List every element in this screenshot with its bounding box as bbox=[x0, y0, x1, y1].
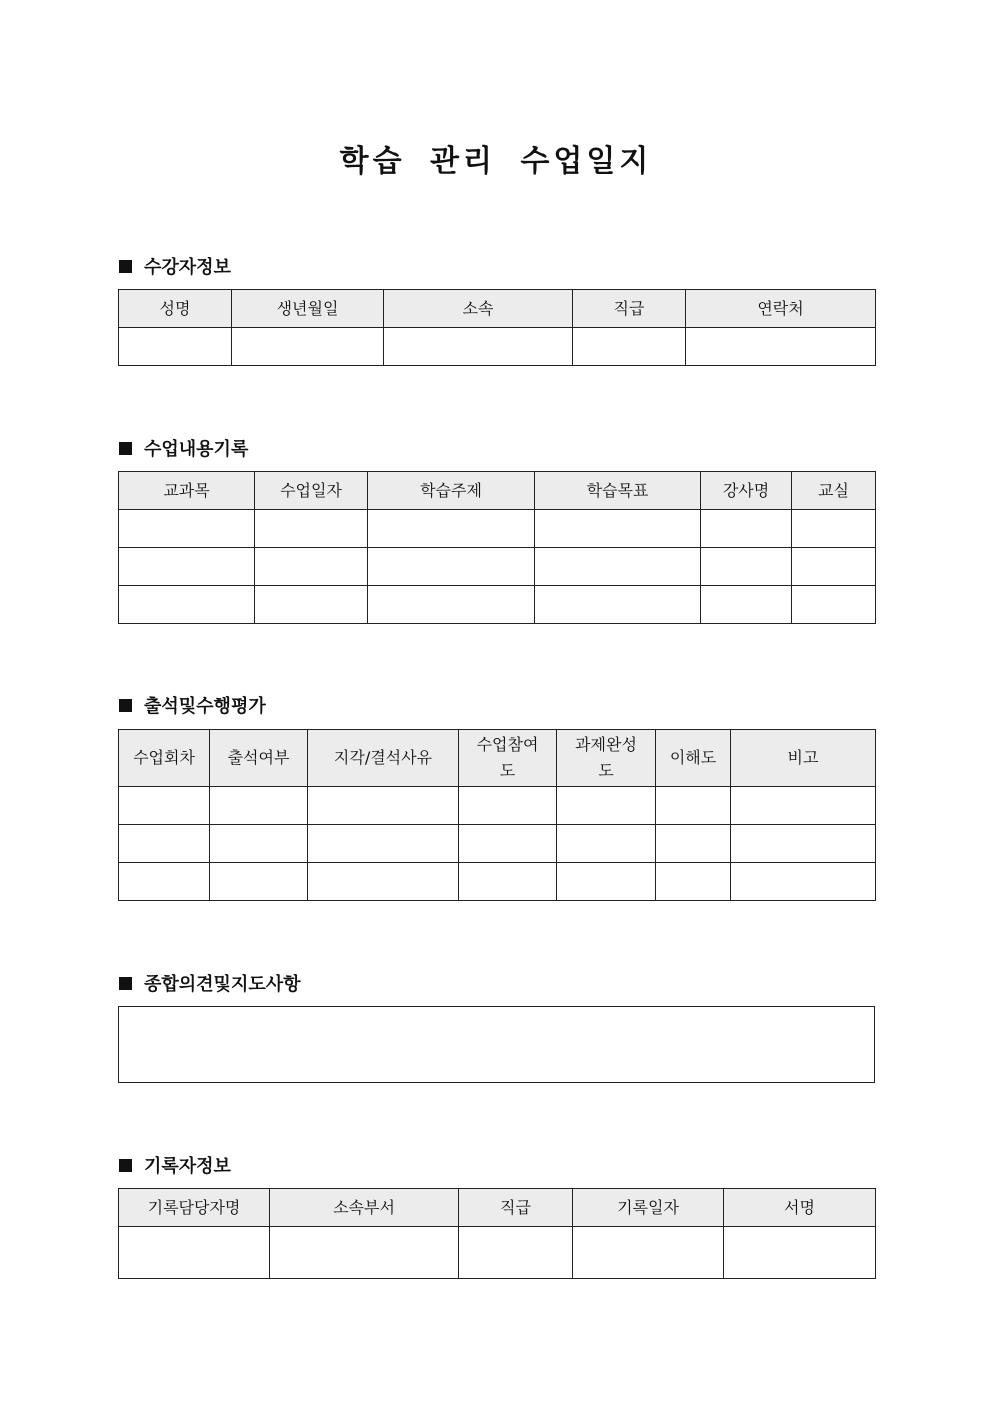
input-cell[interactable] bbox=[119, 586, 255, 624]
input-cell[interactable] bbox=[731, 825, 876, 863]
input-cell[interactable] bbox=[255, 586, 368, 624]
header-position: 직급 bbox=[573, 290, 686, 328]
header-session: 수업회차 bbox=[119, 730, 210, 787]
section-title: 수강자정보 bbox=[144, 257, 231, 278]
header-position: 직급 bbox=[459, 1189, 573, 1227]
input-cell[interactable] bbox=[119, 825, 210, 863]
input-cell[interactable] bbox=[557, 787, 656, 825]
input-cell[interactable] bbox=[701, 586, 792, 624]
input-cell[interactable] bbox=[686, 328, 876, 366]
input-cell[interactable] bbox=[557, 825, 656, 863]
header-record-date: 기록일자 bbox=[573, 1189, 724, 1227]
header-remarks: 비고 bbox=[731, 730, 876, 787]
input-cell[interactable] bbox=[701, 548, 792, 586]
input-cell[interactable] bbox=[308, 825, 459, 863]
input-cell[interactable] bbox=[573, 1227, 724, 1279]
table-row bbox=[119, 825, 876, 863]
header-attendance: 출석여부 bbox=[210, 730, 308, 787]
lesson-record-table bbox=[118, 471, 876, 624]
input-cell[interactable] bbox=[459, 787, 557, 825]
header-absence-reason: 지각/결석사유 bbox=[308, 730, 459, 787]
input-cell[interactable] bbox=[656, 787, 731, 825]
input-cell[interactable] bbox=[792, 586, 876, 624]
section-title: 출석및수행평가 bbox=[144, 696, 266, 717]
input-cell[interactable] bbox=[792, 510, 876, 548]
header-row bbox=[119, 1189, 876, 1227]
header-goal: 학습목표 bbox=[535, 472, 701, 510]
input-cell[interactable] bbox=[232, 328, 384, 366]
header-signature: 서명 bbox=[724, 1189, 876, 1227]
square-bullet-icon bbox=[119, 260, 132, 273]
input-cell[interactable] bbox=[255, 548, 368, 586]
header-contact: 연락처 bbox=[686, 290, 876, 328]
input-cell[interactable] bbox=[308, 863, 459, 901]
input-cell[interactable] bbox=[535, 548, 701, 586]
student-info-table bbox=[118, 289, 876, 366]
input-cell[interactable] bbox=[119, 548, 255, 586]
header-row bbox=[119, 290, 876, 328]
header-row bbox=[119, 472, 876, 510]
table-row bbox=[119, 586, 876, 624]
page-title: 학습 관리 수업일지 bbox=[339, 144, 653, 179]
input-cell[interactable] bbox=[119, 863, 210, 901]
square-bullet-icon bbox=[119, 977, 132, 990]
input-cell[interactable] bbox=[792, 548, 876, 586]
table-row bbox=[119, 510, 876, 548]
input-cell[interactable] bbox=[119, 328, 232, 366]
input-cell[interactable] bbox=[119, 1227, 270, 1279]
input-cell[interactable] bbox=[656, 825, 731, 863]
input-cell[interactable] bbox=[119, 787, 210, 825]
input-cell[interactable] bbox=[210, 787, 308, 825]
input-cell[interactable] bbox=[308, 787, 459, 825]
input-cell[interactable] bbox=[255, 510, 368, 548]
header-assignment: 과제완성도 bbox=[557, 730, 656, 787]
header-understanding: 이해도 bbox=[656, 730, 731, 787]
signature-cell[interactable] bbox=[724, 1227, 876, 1279]
input-cell[interactable] bbox=[210, 825, 308, 863]
header-birthdate: 생년월일 bbox=[232, 290, 384, 328]
header-department: 소속부서 bbox=[270, 1189, 459, 1227]
input-cell[interactable] bbox=[270, 1227, 459, 1279]
input-cell[interactable] bbox=[573, 328, 686, 366]
input-cell[interactable] bbox=[368, 548, 535, 586]
section-title: 종합의견및지도사항 bbox=[144, 974, 301, 995]
input-cell[interactable] bbox=[210, 863, 308, 901]
input-cell[interactable] bbox=[731, 787, 876, 825]
section-heading-lesson bbox=[119, 435, 248, 461]
header-participation: 수업참여도 bbox=[459, 730, 557, 787]
section-heading-attendance bbox=[119, 692, 266, 718]
input-cell[interactable] bbox=[731, 863, 876, 901]
input-cell[interactable] bbox=[535, 586, 701, 624]
square-bullet-icon bbox=[119, 442, 132, 455]
section-title: 수업내용기록 bbox=[144, 439, 249, 460]
header-subject: 교과목 bbox=[119, 472, 255, 510]
input-cell[interactable] bbox=[459, 1227, 573, 1279]
opinion-textbox[interactable] bbox=[118, 1006, 875, 1083]
table-row bbox=[119, 328, 876, 366]
input-cell[interactable] bbox=[656, 863, 731, 901]
input-cell[interactable] bbox=[459, 863, 557, 901]
header-lesson-date: 수업일자 bbox=[255, 472, 368, 510]
table-row bbox=[119, 863, 876, 901]
section-heading-recorder bbox=[119, 1152, 231, 1178]
input-cell[interactable] bbox=[459, 825, 557, 863]
input-cell[interactable] bbox=[701, 510, 792, 548]
square-bullet-icon bbox=[119, 1159, 132, 1172]
header-instructor: 강사명 bbox=[701, 472, 792, 510]
input-cell[interactable] bbox=[384, 328, 573, 366]
table-row bbox=[119, 548, 876, 586]
recorder-info-table bbox=[118, 1188, 876, 1279]
header-classroom: 교실 bbox=[792, 472, 876, 510]
input-cell[interactable] bbox=[368, 510, 535, 548]
header-topic: 학습주제 bbox=[368, 472, 535, 510]
header-recorder-name: 기록담당자명 bbox=[119, 1189, 270, 1227]
table-row bbox=[119, 787, 876, 825]
input-cell[interactable] bbox=[557, 863, 656, 901]
table-row bbox=[119, 1227, 876, 1279]
input-cell[interactable] bbox=[368, 586, 535, 624]
header-affiliation: 소속 bbox=[384, 290, 573, 328]
section-heading-opinion bbox=[119, 970, 301, 996]
section-heading-student bbox=[119, 253, 231, 279]
attendance-table bbox=[118, 729, 876, 901]
section-title: 기록자정보 bbox=[144, 1156, 231, 1177]
input-cell[interactable] bbox=[535, 510, 701, 548]
header-name: 성명 bbox=[119, 290, 232, 328]
header-row bbox=[119, 730, 876, 787]
input-cell[interactable] bbox=[119, 510, 255, 548]
square-bullet-icon bbox=[119, 699, 132, 712]
